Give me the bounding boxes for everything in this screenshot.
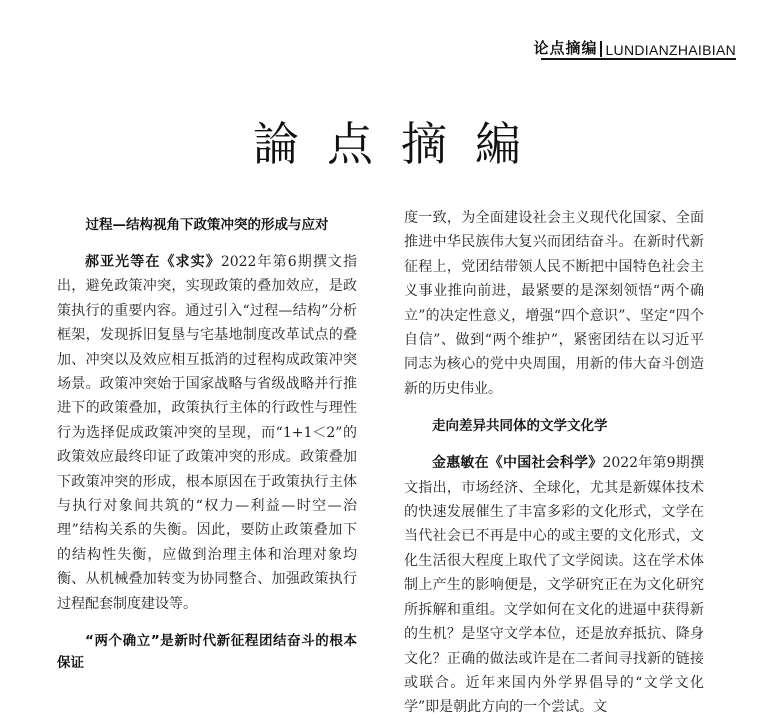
article1-paragraph <box>57 250 357 616</box>
article2-heading: “两个确立”是新时代新征程团结奋斗的根本保证 <box>57 633 357 672</box>
spacer <box>404 401 704 415</box>
left-column <box>57 214 357 688</box>
article3-author: 金惠敏在《中国社会科学》 <box>432 455 603 472</box>
section-title-en: LUNDIANZHAIBIAN <box>605 42 736 58</box>
article3-body: 2022年第9期撰文指出，市场经济、全球化，尤其是新媒体技术的快速发展催生了丰富多彩的文化形式，文学在当代社会已不再是中心的或主要的文化形式，文化生活很大程度上取代了文学阅读。这在学术体制上产生的影响便是，文学研究正在为文化研究所拆解和重组。文学如何在文化的进逼中获得新的生机？是坚守文学本位，还是放弃抵抗、降身文化？正确的做法或许是在二者间寻找新的链接或联合。近年来国内外学界倡导的“文学文化学”即是朝此方向的一个尝试。文 <box>404 455 704 716</box>
header-divider <box>600 41 602 57</box>
article3-paragraph <box>404 451 704 719</box>
section-title-cn: 论点摘编 <box>533 39 598 57</box>
article1-heading: 过程—结构视角下政策冲突的形成与应对 <box>85 217 329 233</box>
page-title: 論点摘編 <box>253 117 549 171</box>
spacer <box>57 616 357 630</box>
article2-continuation: 度一致，为全面建设社会主义现代化国家、全面推进中华民族伟大复兴而团结奋斗。在新时代新征程上，党团结带领人民不断把中国特色社会主义事业推向前进，最紧要的是深刻领悟“两个确立”的决定性意义，增强“四个意识”、坚定“四个自信”、做到“两个维护”，紧密团结在以习近平同志为核心的党中央周围，用新的伟大奋斗创造新的历史伟业。 <box>404 210 704 397</box>
article3-heading: 走向差异共同体的文学文化学 <box>432 418 608 435</box>
right-column <box>404 206 704 720</box>
section-header <box>533 37 736 58</box>
article1-body: 2022年第6期撰文指出，避免政策冲突，实现政策的叠加效应，是政策执行的重要内容。通过引入“过程—结构”分析框架，发现拆旧复垦与宅基地制度改革试点的叠加、冲突以及效应相互抵消的过程构成政策冲突场景。政策冲突始于国家战略与省级战略并行推进下的政策叠加，政策执行主体的行政性与理性行为选择促成政策冲突的呈现，而“1+1＜2”的政策效应最终印证了政策冲突的形成。政策叠加下政策冲突的形成，根本原因在于政策执行主体与执行对象间共筑的“权力—利益—时空—治理”结构关系的失衡。因此，要防止政策叠加下的结构性失衡，应做到治理主体和治理对象均衡、从机械叠加转变为协同整合、加强政策执行过程配套制度建设等。 <box>57 254 357 612</box>
article1-author: 郝亚光等在《求实》 <box>85 254 221 270</box>
header-underline <box>541 58 736 60</box>
